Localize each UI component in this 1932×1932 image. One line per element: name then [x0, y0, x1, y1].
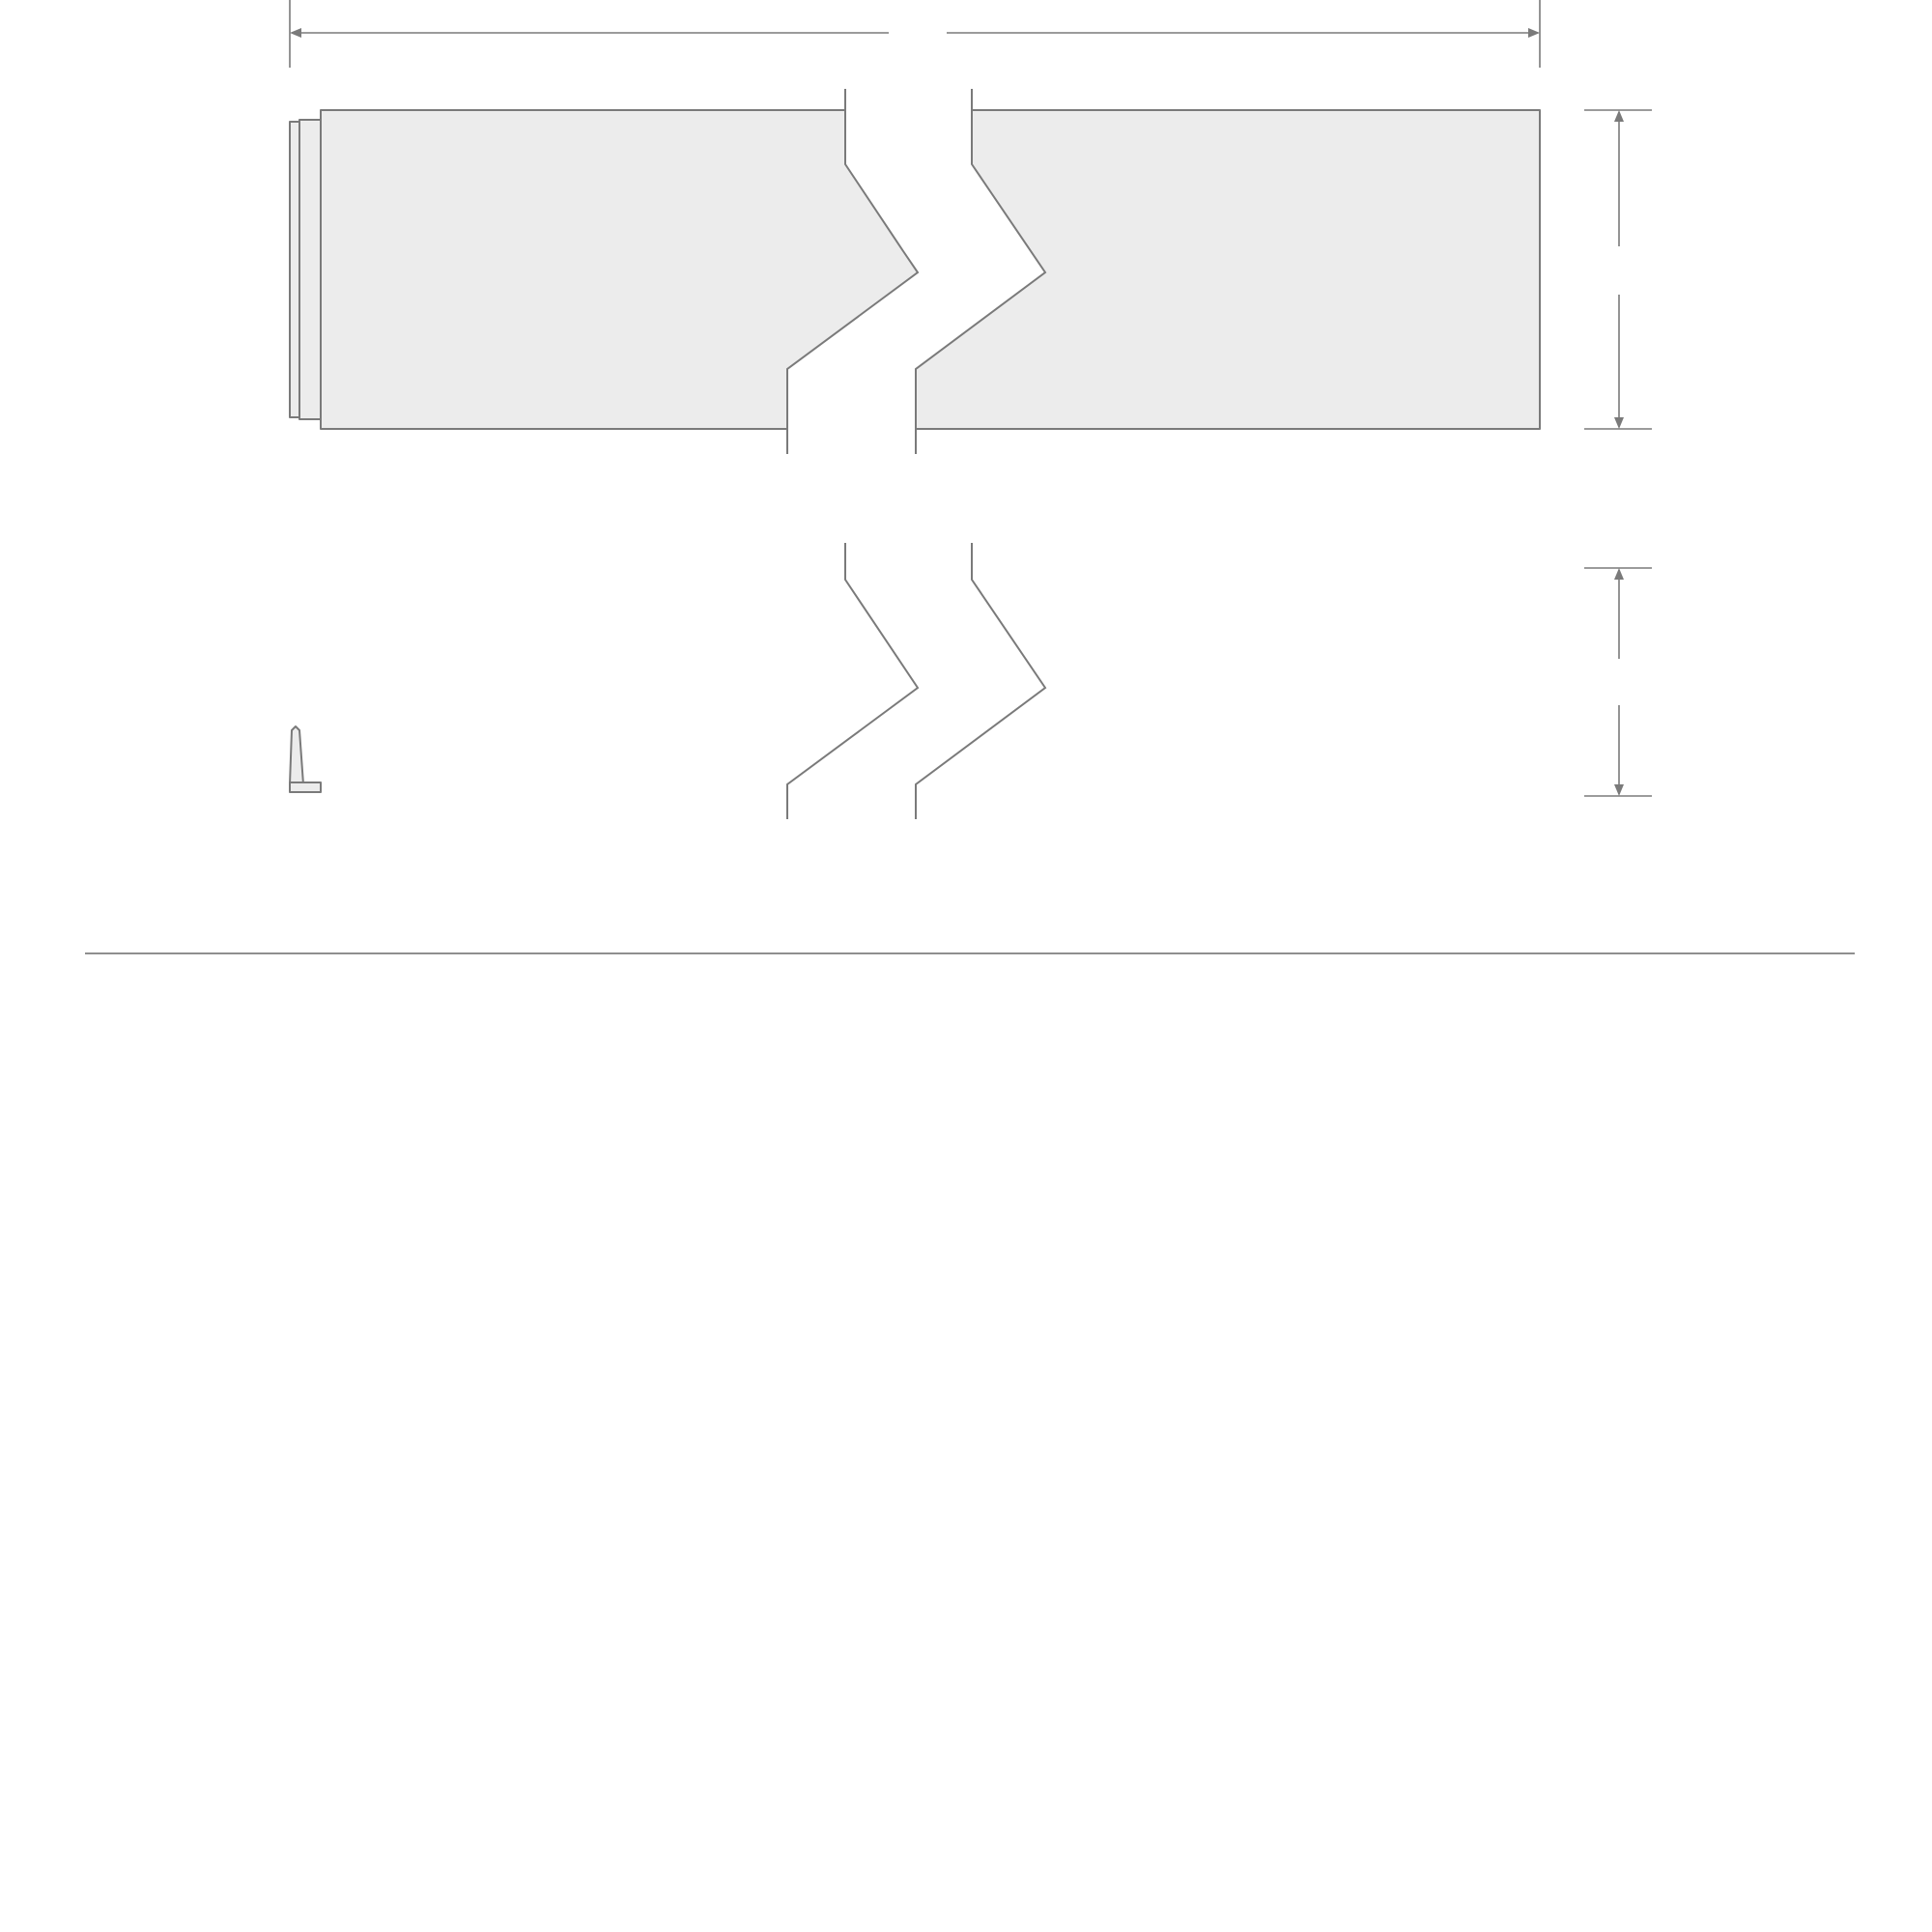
length-dimension — [290, 0, 1540, 68]
organizer-dimension-drawing — [0, 0, 1932, 850]
side-height-dimension — [1584, 568, 1652, 796]
top-height-dimension — [1584, 110, 1652, 429]
table-header-row — [85, 898, 1855, 954]
specification-table — [85, 898, 1855, 954]
top-view-organizer — [290, 87, 1540, 454]
side-view-organizer — [290, 541, 1045, 831]
